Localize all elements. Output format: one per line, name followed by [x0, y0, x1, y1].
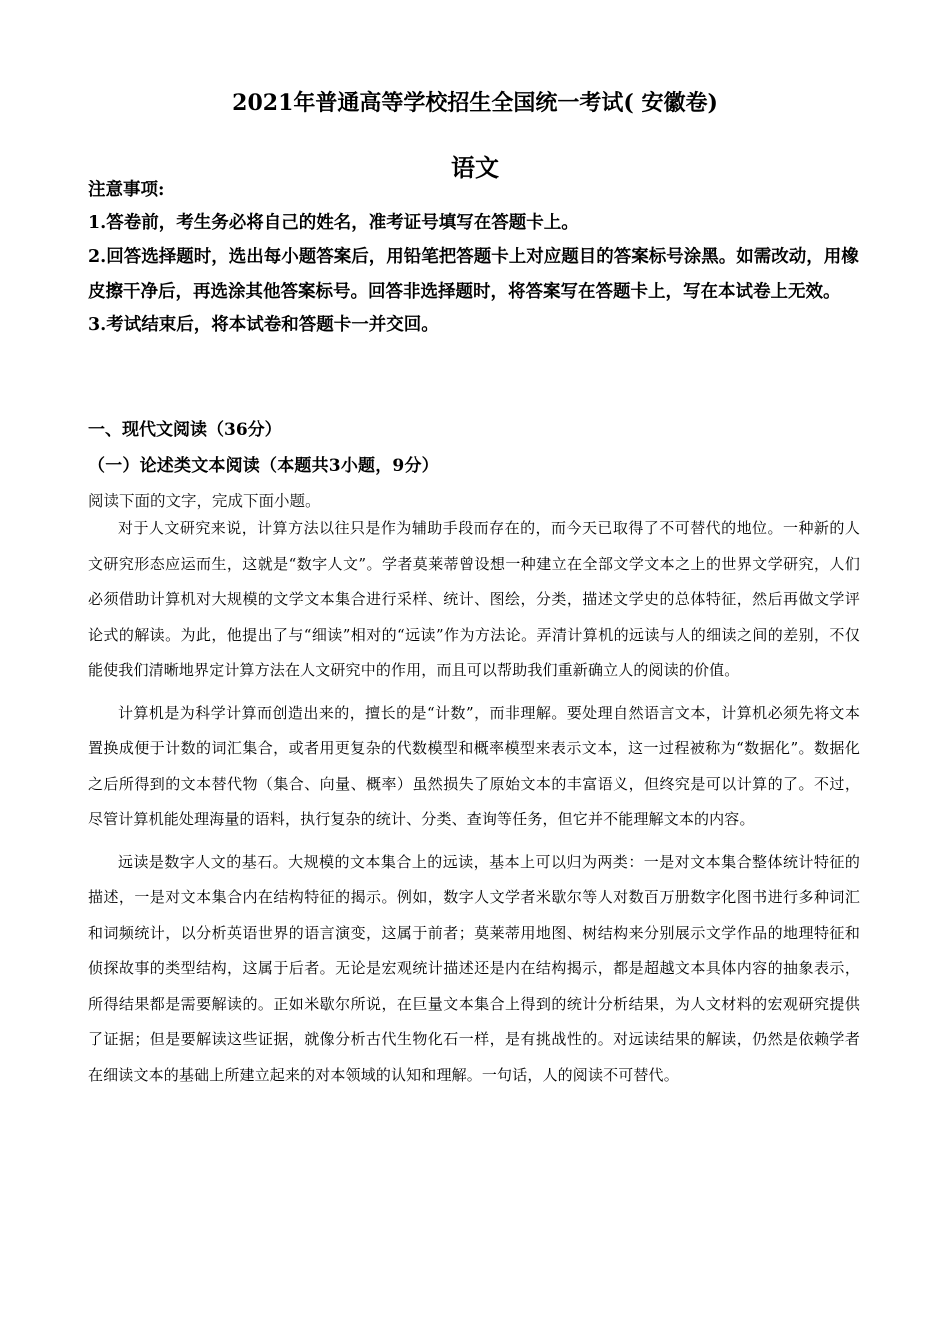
section-header — [88, 413, 868, 517]
notice-item-3: 3.考试结束后，将本试卷和答题卡一并交回。 — [88, 315, 439, 335]
section-subtitle: （一）论述类文本阅读（本题共3小题，9分） — [88, 456, 439, 476]
reading-instruction: 阅读下面的文字，完成下面小题。 — [88, 492, 321, 510]
notice-item-1: 1.答卷前，考生务必将自己的姓名，准考证号填写在答题卡上。 — [88, 213, 579, 233]
notice-item-2: 2.回答选择题时，选出每小题答案后，用铅笔把答题卡上对应题目的答案标号涂黑。如需改动，用橡皮擦干净后，再选涂其他答案标号。回答非选择题时，将答案写在答题卡上，写在本试卷上无效。 — [88, 247, 859, 302]
passage-paragraph-2: 计算机是为科学计算而创造出来的，擅长的是“计数”，而非理解。要处理自然语言文本，计算机必须先将文本置换成便于计数的词汇集合，或者用更复杂的代数模型和概率模型来表示文本，这一过程被称为“数据化”。数据化之后所得到的文本替代物（集合、向量、概率）虽然损失了原始文本的丰富语义，但终究是可以计算的了。不过，尽管计算机能处理海量的语料，执行复杂的统计、分类、查询等任务，但它并不能理解文本的内容。 — [88, 703, 860, 828]
subject-title: 语文 — [451, 153, 499, 182]
section-title: 一、现代文阅读（36分） — [88, 420, 282, 440]
notice-block — [88, 174, 868, 342]
passage-paragraph-1: 对于人文研究来说，计算方法以往只是作为辅助手段而存在的，而今天已取得了不可替代的地位。一种新的人文研究形态应运而生，这就是“数字人文”。学者莫莱蒂曾设想一种建立在全部文学文本之上的世界文学研究，人们必须借助计算机对大规模的文学文本集合进行采样、统计、图绘，分类，描述文学史的总体特征，然后再做文学评论式的解读。为此，他提出了与“细读”相对的“远读”作为方法论。弄清计算机的远读与人的细读之间的差别，不仅能使我们清晰地界定计算方法在人文研究中的作用，而且可以帮助我们重新确立人的阅读的价值。 — [88, 519, 860, 679]
passage-paragraph-3: 远读是数字人文的基石。大规模的文本集合上的远读，基本上可以归为两类：一是对文本集合整体统计特征的描述，一是对文本集合内在结构特征的揭示。例如，数字人文学者米歇尔等人对数百万册数字化图书进行多种词汇和词频统计，以分析英语世界的语言演变，这属于前者；莫莱蒂用地图、树结构来分别展示文学作品的地理特征和侦探故事的类型结构，这属于后者。无论是宏观统计描述还是内在结构揭示，都是超越文本具体内容的抽象表示，所得结果都是需要解读的。正如米歇尔所说，在巨量文本集合上得到的统计分析结果，为人文材料的宏观研究提供了证据；但是要解读这些证据，就像分析古代生物化石一样，是有挑战性的。对远读结果的解读，仍然是依赖学者在细读文本的基础上所建立起来的对本领域的认知和理解。一句话，人的阅读不可替代。 — [88, 852, 860, 1084]
exam-title: 2021年普通高等学校招生全国统一考试( 安徽卷) — [232, 90, 718, 116]
reading-passage — [88, 511, 860, 1093]
notice-heading: 注意事项: — [88, 180, 165, 200]
